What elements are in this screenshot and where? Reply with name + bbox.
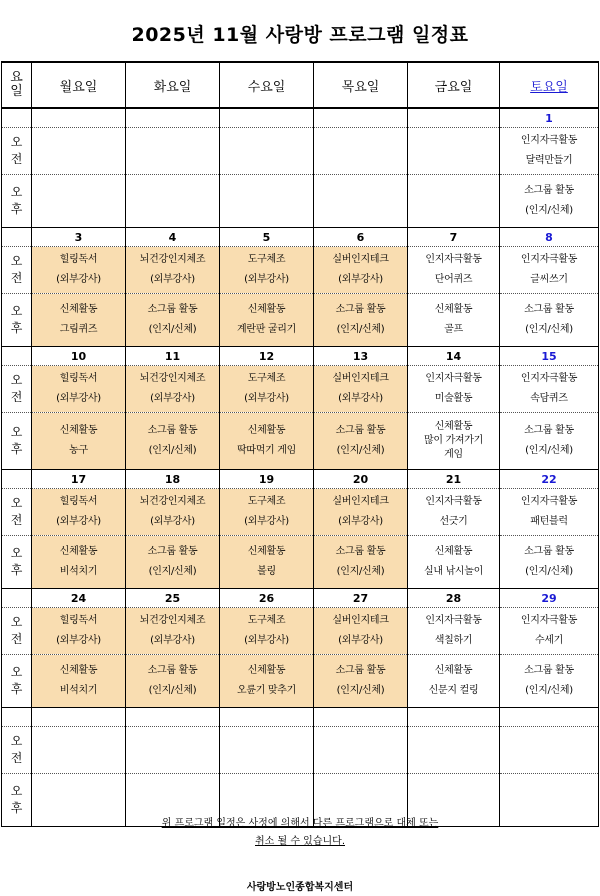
header-thursday: 목요일	[314, 62, 408, 108]
program-text: 비석치기	[59, 685, 98, 696]
program-text: 뇌건강인지체조	[139, 615, 206, 626]
date-row-label	[2, 470, 32, 489]
header-saturday: 토요일	[500, 62, 599, 108]
program-text: 신체활동	[247, 665, 286, 676]
yoil-top: 요	[10, 70, 23, 85]
program-cell	[220, 655, 314, 708]
program-text: 속담퀴즈	[530, 393, 568, 404]
program-text: 뇌건강인지체조	[139, 496, 206, 507]
program-cell	[408, 366, 500, 413]
program-text: 소그룹 활동	[147, 304, 198, 315]
morning-label	[2, 489, 32, 536]
program-text: 실버인지테크	[332, 373, 389, 384]
program-cell	[500, 128, 599, 175]
week-date-row	[2, 708, 599, 727]
morning-row	[2, 608, 599, 655]
program-text: 신체활동	[434, 304, 473, 315]
program-text: 소그룹 활동	[335, 425, 386, 436]
program-text: (인지/신체)	[525, 685, 573, 696]
program-text: 힐링독서	[59, 615, 98, 626]
morning-label	[2, 608, 32, 655]
date-cell: 20	[314, 470, 408, 489]
date-cell: 21	[408, 470, 500, 489]
program-text: (외부강사)	[56, 516, 101, 527]
program-cell	[220, 727, 314, 774]
program-cell	[500, 294, 599, 347]
program-text: 비석치기	[59, 566, 98, 577]
program-text: (외부강사)	[338, 635, 383, 646]
date-cell: 6	[314, 228, 408, 247]
program-text: 도구체조	[247, 615, 286, 626]
week-date-row	[2, 589, 599, 608]
yoil-header	[2, 62, 32, 108]
morning-row	[2, 128, 599, 175]
program-cell	[314, 413, 408, 470]
morning-row	[2, 727, 599, 774]
program-cell	[408, 294, 500, 347]
program-cell	[314, 247, 408, 294]
program-text: (인지/신체)	[525, 445, 573, 456]
program-cell	[32, 489, 126, 536]
program-text: 소그룹 활동	[147, 665, 198, 676]
label-bottom: 후	[10, 682, 23, 696]
program-cell	[126, 608, 220, 655]
program-text: 인지자극활동	[425, 615, 482, 626]
date-cell: 19	[220, 470, 314, 489]
label-bottom: 후	[10, 563, 23, 577]
program-cell	[220, 128, 314, 175]
afternoon-label	[2, 294, 32, 347]
date-cell	[220, 108, 314, 128]
program-text: (외부강사)	[338, 274, 383, 285]
date-cell: 24	[32, 589, 126, 608]
label-bottom: 전	[10, 152, 23, 166]
program-cell	[408, 413, 500, 470]
program-cell	[32, 128, 126, 175]
afternoon-row	[2, 413, 599, 470]
program-cell	[32, 727, 126, 774]
program-text: 선긋기	[439, 516, 468, 527]
label-bottom: 후	[10, 321, 23, 335]
date-cell: 22	[500, 470, 599, 489]
program-cell	[32, 413, 126, 470]
program-text: (외부강사)	[338, 516, 383, 527]
date-cell	[314, 708, 408, 727]
program-text: 힐링독서	[59, 254, 98, 265]
afternoon-label	[2, 175, 32, 228]
week-date-row	[2, 228, 599, 247]
schedule-notice	[0, 815, 600, 851]
program-text: 뇌건강인지체조	[139, 254, 206, 265]
label-top: 오	[10, 373, 23, 387]
date-row-label	[2, 228, 32, 247]
program-text: 글씨쓰기	[530, 274, 568, 285]
date-cell: 4	[126, 228, 220, 247]
program-text: (인지/신체)	[148, 445, 197, 456]
date-cell	[220, 708, 314, 727]
program-cell	[126, 727, 220, 774]
program-cell	[220, 536, 314, 589]
header-row	[2, 62, 599, 108]
label-bottom: 전	[10, 271, 23, 285]
program-cell	[220, 489, 314, 536]
program-text: (외부강사)	[150, 516, 195, 527]
program-cell	[32, 366, 126, 413]
program-cell	[32, 294, 126, 347]
label-top: 오	[10, 546, 23, 560]
program-text: 신체활동	[434, 665, 473, 676]
program-cell	[314, 294, 408, 347]
program-text: 인지자극활동	[425, 254, 482, 265]
program-cell	[220, 175, 314, 228]
afternoon-row	[2, 655, 599, 708]
date-cell	[126, 708, 220, 727]
program-cell	[126, 366, 220, 413]
program-text: 신체활동	[247, 304, 286, 315]
program-cell	[314, 608, 408, 655]
date-cell: 8	[500, 228, 599, 247]
program-text: 소그룹 활동	[524, 185, 574, 196]
program-text: 수세기	[534, 635, 564, 646]
program-cell	[126, 128, 220, 175]
header-monday: 월요일	[32, 62, 126, 108]
center-name: 사랑방노인종합복지센터	[246, 882, 354, 893]
afternoon-label	[2, 413, 32, 470]
program-cell	[126, 489, 220, 536]
page-title: 2025년 11월 사랑방 프로그램 일정표	[131, 24, 469, 46]
date-cell: 17	[32, 470, 126, 489]
program-cell	[126, 413, 220, 470]
label-top: 오	[10, 496, 23, 510]
morning-label	[2, 366, 32, 413]
date-cell: 26	[220, 589, 314, 608]
program-cell	[408, 536, 500, 589]
program-text: 신체활동	[434, 421, 473, 432]
label-top: 오	[10, 734, 23, 748]
label-top: 오	[10, 425, 23, 439]
program-text: (인지/신체)	[525, 566, 573, 577]
label-bottom: 전	[10, 632, 23, 646]
week-date-row	[2, 347, 599, 366]
program-text: 소그룹 활동	[335, 304, 386, 315]
program-text: 소그룹 활동	[147, 425, 198, 436]
program-text: 미술활동	[434, 393, 473, 404]
label-bottom: 전	[10, 513, 23, 527]
program-text: (외부강사)	[338, 393, 383, 404]
program-cell	[408, 727, 500, 774]
program-cell	[314, 727, 408, 774]
program-text: (인지/신체)	[148, 685, 197, 696]
program-text: 신체활동	[59, 425, 98, 436]
program-cell	[32, 247, 126, 294]
program-text: 실버인지테크	[332, 615, 389, 626]
program-text: 도구체조	[247, 373, 286, 384]
program-text: 달력만들기	[525, 155, 573, 166]
program-text: 그림퀴즈	[59, 324, 98, 335]
program-text: (외부강사)	[150, 393, 195, 404]
date-cell	[126, 108, 220, 128]
notice-line-2: 취소 될 수 있습니다.	[255, 836, 345, 847]
program-cell	[126, 655, 220, 708]
program-text: 소그룹 활동	[335, 665, 386, 676]
date-cell: 5	[220, 228, 314, 247]
program-text: 실버인지테크	[332, 496, 389, 507]
program-cell	[314, 366, 408, 413]
program-text: 신체활동	[59, 665, 98, 676]
program-text: 신문지 컬링	[428, 685, 479, 696]
label-top: 오	[10, 185, 23, 199]
program-text: 힐링독서	[59, 496, 98, 507]
program-text: 게임	[444, 449, 463, 460]
label-top: 오	[10, 304, 23, 318]
program-text: (인지/신체)	[148, 324, 197, 335]
header-friday: 금요일	[408, 62, 500, 108]
program-text: (인지/신체)	[336, 685, 385, 696]
date-cell: 15	[500, 347, 599, 366]
program-text: (외부강사)	[244, 635, 289, 646]
program-text: 소그룹 활동	[524, 425, 574, 436]
morning-row	[2, 489, 599, 536]
program-text: 인지자극활동	[520, 254, 578, 265]
program-text: 단어퀴즈	[434, 274, 473, 285]
program-text: 많이 가져가기	[423, 435, 484, 446]
date-row-label	[2, 347, 32, 366]
program-cell	[408, 128, 500, 175]
date-row-label	[2, 589, 32, 608]
program-text: (외부강사)	[150, 635, 195, 646]
program-text: 신체활동	[434, 546, 473, 557]
program-text: (인지/신체)	[336, 445, 385, 456]
program-cell	[220, 608, 314, 655]
date-cell: 12	[220, 347, 314, 366]
program-cell	[500, 727, 599, 774]
program-cell	[408, 655, 500, 708]
afternoon-row	[2, 294, 599, 347]
label-bottom: 후	[10, 801, 23, 815]
program-text: 오륜기 맞추기	[236, 685, 297, 696]
program-cell	[408, 247, 500, 294]
date-row-label	[2, 708, 32, 727]
program-cell	[408, 175, 500, 228]
program-text: (외부강사)	[150, 274, 195, 285]
program-text: 뇌건강인지체조	[139, 373, 206, 384]
program-cell	[500, 536, 599, 589]
program-cell	[500, 413, 599, 470]
program-text: 인지자극활동	[425, 373, 482, 384]
date-cell: 25	[126, 589, 220, 608]
date-cell: 28	[408, 589, 500, 608]
program-text: 패턴블럭	[530, 516, 568, 527]
program-cell	[408, 489, 500, 536]
program-text: (인지/신체)	[525, 205, 573, 216]
date-cell	[314, 108, 408, 128]
program-cell	[500, 247, 599, 294]
date-cell: 29	[500, 589, 599, 608]
program-cell	[408, 608, 500, 655]
week-date-row	[2, 470, 599, 489]
header-wednesday: 수요일	[220, 62, 314, 108]
morning-label	[2, 247, 32, 294]
program-text: (인지/신체)	[525, 324, 573, 335]
program-text: 신체활동	[247, 425, 286, 436]
program-text: 골프	[444, 324, 463, 335]
date-cell: 27	[314, 589, 408, 608]
program-text: 인지자극활동	[520, 615, 578, 626]
program-text: (외부강사)	[244, 516, 289, 527]
date-cell	[32, 108, 126, 128]
label-top: 오	[10, 665, 23, 679]
program-text: 소그룹 활동	[524, 665, 574, 676]
program-cell	[32, 608, 126, 655]
program-text: 인지자극활동	[520, 373, 578, 384]
program-text: 딱따먹기 게임	[236, 445, 297, 456]
label-bottom: 전	[10, 390, 23, 404]
program-text: 계란판 굴리기	[236, 324, 297, 335]
program-text: (외부강사)	[244, 393, 289, 404]
program-text: 색칠하기	[434, 635, 473, 646]
program-text: (외부강사)	[56, 393, 101, 404]
program-text: (인지/신체)	[336, 324, 385, 335]
yoil-bottom: 일	[10, 84, 23, 99]
morning-row	[2, 247, 599, 294]
program-text: (인지/신체)	[148, 566, 197, 577]
label-top: 오	[10, 135, 23, 149]
program-cell	[500, 366, 599, 413]
date-cell: 10	[32, 347, 126, 366]
afternoon-row	[2, 536, 599, 589]
program-text: 소그룹 활동	[335, 546, 386, 557]
date-cell: 1	[500, 108, 599, 128]
afternoon-label	[2, 536, 32, 589]
week-date-row	[2, 108, 599, 128]
label-bottom: 후	[10, 442, 23, 456]
program-cell	[314, 655, 408, 708]
program-cell	[500, 655, 599, 708]
date-cell	[408, 108, 500, 128]
program-text: 농구	[69, 445, 88, 456]
date-cell: 14	[408, 347, 500, 366]
date-cell: 3	[32, 228, 126, 247]
schedule-table	[1, 61, 599, 827]
label-top: 오	[10, 615, 23, 629]
program-cell	[220, 366, 314, 413]
label-top: 오	[10, 254, 23, 268]
date-cell: 11	[126, 347, 220, 366]
program-cell	[314, 175, 408, 228]
program-cell	[500, 489, 599, 536]
program-cell	[32, 536, 126, 589]
header-tuesday: 화요일	[126, 62, 220, 108]
program-cell	[32, 655, 126, 708]
label-top: 오	[10, 784, 23, 798]
morning-label	[2, 727, 32, 774]
program-cell	[500, 175, 599, 228]
program-text: (외부강사)	[56, 274, 101, 285]
date-cell	[500, 708, 599, 727]
program-text: 실내 낚시놀이	[423, 566, 484, 577]
program-cell	[126, 175, 220, 228]
program-text: 소그룹 활동	[524, 304, 574, 315]
program-text: 볼링	[257, 566, 276, 577]
date-row-label	[2, 108, 32, 128]
program-cell	[220, 413, 314, 470]
afternoon-label	[2, 655, 32, 708]
program-text: 소그룹 활동	[147, 546, 198, 557]
program-text: 인지자극활동	[520, 135, 578, 146]
program-text: 인지자극활동	[425, 496, 482, 507]
notice-line-1: 위 프로그램 일정은 사정에 의해서 다른 프로그램으로 대체 또는	[161, 818, 439, 829]
label-bottom: 후	[10, 202, 23, 216]
program-text: 신체활동	[247, 546, 286, 557]
program-cell	[220, 294, 314, 347]
date-cell: 13	[314, 347, 408, 366]
date-cell	[32, 708, 126, 727]
program-text: 힐링독서	[59, 373, 98, 384]
program-text: 도구체조	[247, 254, 286, 265]
program-text: 소그룹 활동	[524, 546, 574, 557]
date-cell	[408, 708, 500, 727]
afternoon-row	[2, 175, 599, 228]
program-cell	[126, 536, 220, 589]
morning-row	[2, 366, 599, 413]
morning-label	[2, 128, 32, 175]
program-text: 도구체조	[247, 496, 286, 507]
program-cell	[126, 294, 220, 347]
program-text: 신체활동	[59, 546, 98, 557]
program-cell	[126, 247, 220, 294]
label-bottom: 전	[10, 751, 23, 765]
program-text: (외부강사)	[56, 635, 101, 646]
program-cell	[32, 175, 126, 228]
program-cell	[314, 128, 408, 175]
program-text: (외부강사)	[244, 274, 289, 285]
program-cell	[500, 608, 599, 655]
program-cell	[314, 489, 408, 536]
date-cell: 18	[126, 470, 220, 489]
date-cell: 7	[408, 228, 500, 247]
program-text: 실버인지테크	[332, 254, 389, 265]
program-text: (인지/신체)	[336, 566, 385, 577]
program-text: 인지자극활동	[520, 496, 578, 507]
program-cell	[314, 536, 408, 589]
program-text: 신체활동	[59, 304, 98, 315]
program-cell	[220, 247, 314, 294]
